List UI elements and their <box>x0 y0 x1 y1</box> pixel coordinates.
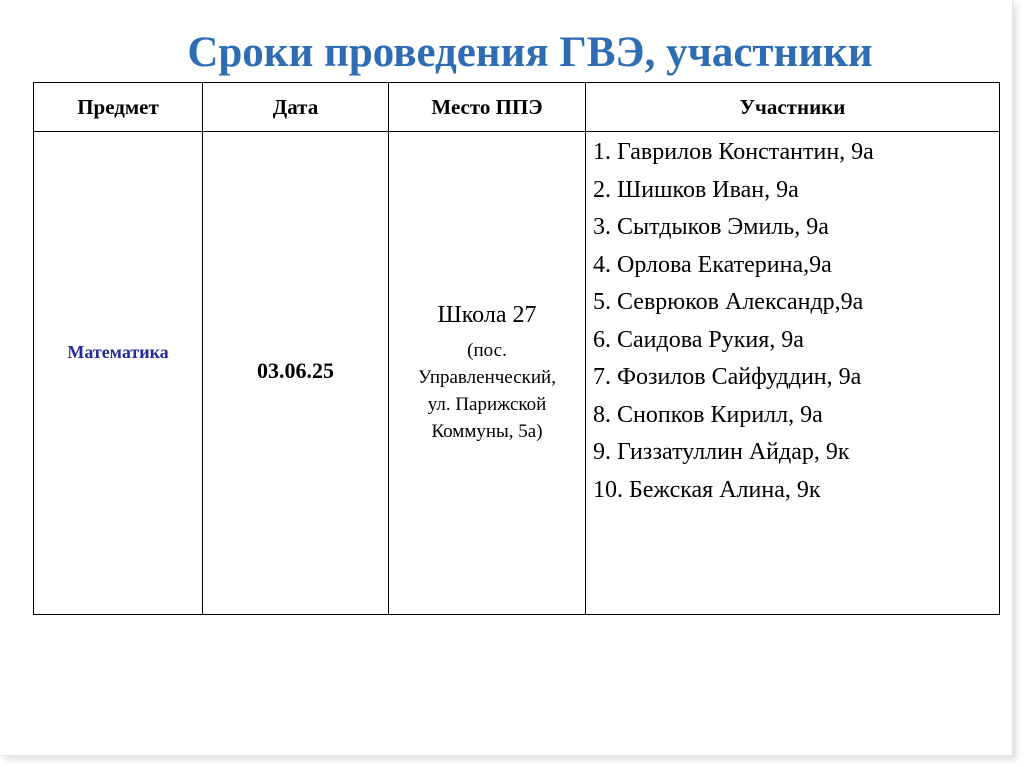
participant-item: 9. Гиззатуллин Айдар, 9к <box>593 439 850 465</box>
header-row <box>34 83 1000 132</box>
schedule-table <box>33 82 1000 615</box>
date-cell <box>203 132 389 615</box>
participant-item: 7. Фозилов Сайфуддин, 9а <box>593 364 862 390</box>
date-text: 03.06.25 <box>257 358 334 383</box>
subject-text: Математика <box>67 342 169 362</box>
participant-item: 10. Бежская Алина, 9к <box>593 476 821 503</box>
page-title: Сроки проведения ГВЭ, участники <box>187 29 873 76</box>
place-address-line: Управленческий, <box>418 367 556 388</box>
participant-item: 3. Сытдыков Эмиль, 9а <box>593 214 829 240</box>
place-name: Школа 27 <box>437 302 537 328</box>
participants-list <box>586 134 999 509</box>
participant-item: 5. Севрюков Александр,9а <box>593 289 864 315</box>
place-address-line: Коммуны, 5а) <box>431 421 543 442</box>
place-address <box>389 337 585 445</box>
table-header <box>34 83 1000 132</box>
header-date: Дата <box>203 83 389 132</box>
header-participants: Участники <box>586 83 1000 132</box>
participants-cell <box>586 132 1000 615</box>
table-row <box>34 132 1000 615</box>
participant-item: 6. Саидова Рукия, 9а <box>593 326 804 353</box>
place-cell <box>389 132 586 615</box>
participant-item: 2. Шишков Иван, 9а <box>593 176 799 203</box>
header-place: Место ППЭ <box>389 83 586 132</box>
place-address-line: ул. Парижской <box>427 394 547 415</box>
header-subject: Предмет <box>34 83 203 132</box>
participant-item: 1. Гаврилов Константин, 9а <box>593 139 874 165</box>
participant-item: 8. Снопков Кирилл, 9а <box>593 401 823 428</box>
subject-cell <box>34 132 203 615</box>
participant-item: 4. Орлова Екатерина,9а <box>593 251 832 278</box>
place-address-line: (пос. <box>467 340 507 361</box>
